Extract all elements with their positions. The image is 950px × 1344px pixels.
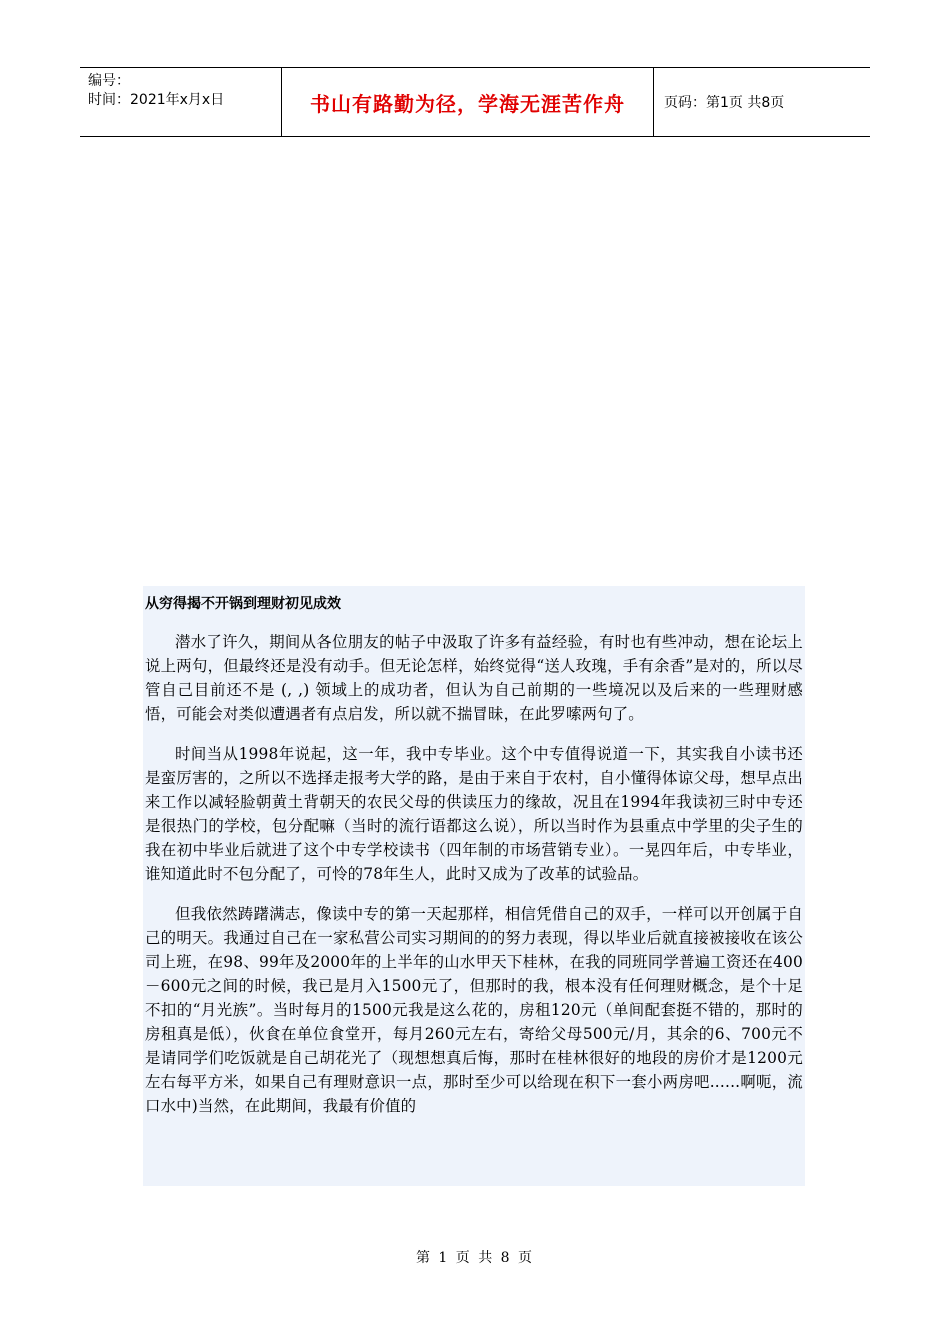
number-label: 编号： xyxy=(88,73,130,89)
time-label: 时间：2021年x月x日 xyxy=(88,92,225,108)
page-footer: 第 1 页 共 8 页 xyxy=(415,1250,535,1266)
paragraph-1: 潜水了许久，期间从各位朋友的帖子中汲取了许多有益经验，有时也有些冲动，想在论坛上说上两句，但最终还是没有动手。但无论怎样，始终觉得“送人玫瑰，手有余香”是对的，所以尽管自己目前还不是 (, ,) 领域上的成功者，但认为自己前期的一些境况以及后来的一些理财感悟，可能会对类似遭遇者有点启发，所以就不揣冒昧，在此罗嗦两句了。 xyxy=(145,633,803,723)
paragraph-3: 但我依然踌躇满志，像读中专的第一天起那样，相信凭借自己的双手，一样可以开创属于自己的明天。我通过自己在一家私营公司实习期间的的努力表现，得以毕业后就直接被接收在该公司上班，在98、99年及2000年的上半年的山水甲天下桂林，在我的同班同学普遍工资还在400－600元之间的时候，我已是月入1500元了，但那时的我，根本没有任何理财概念，是个十足不扣的“月光族”。当时每月的1500元我是这么花的，房租120元（单间配套挺不错的，那时的房租真是低），伙食在单位食堂开，每月260元左右，寄给父母500元/月，其余的6、700元不是请同学们吃饭就是自己胡花光了（现想想真后悔，那时在桂林很好的地段的房价才是1200元左右每平方米，如果自己有理财意识一点，那时至少可以给现在积下一套小两房吧......啊呃，流口水中)当然，在此期间，我最有价值的 xyxy=(145,905,803,1115)
document-header xyxy=(80,67,870,137)
article-body xyxy=(143,586,805,1186)
paragraph-2: 时间当从1998年说起，这一年，我中专毕业。这个中专值得说道一下，其实我自小读书还是蛮厉害的，之所以不选择走报考大学的路，是由于来自于农村，自小懂得体谅父母，想早点出来工作以减轻脸朝黄土背朝天的农民父母的供读压力的缘故，况且在1994年我读初三时中专还是很热门的学校，包分配嘛（当时的流行语都这么说），所以当时作为县重点中学里的尖子生的我在初中毕业后就进了这个中专学校读书（四年制的市场营销专业）。一晃四年后，中专毕业，谁知道此时不包分配了，可怜的78年生人，此时又成为了改革的试验品。 xyxy=(145,745,803,883)
header-motto: 书山有路勤为径，学海无涯苦作舟 xyxy=(282,68,654,136)
article-title: 从穷得揭不开锅到理财初见成效 xyxy=(145,596,341,612)
header-page-info: 页码：第1页 共8页 xyxy=(664,95,785,111)
header-meta xyxy=(80,68,282,136)
